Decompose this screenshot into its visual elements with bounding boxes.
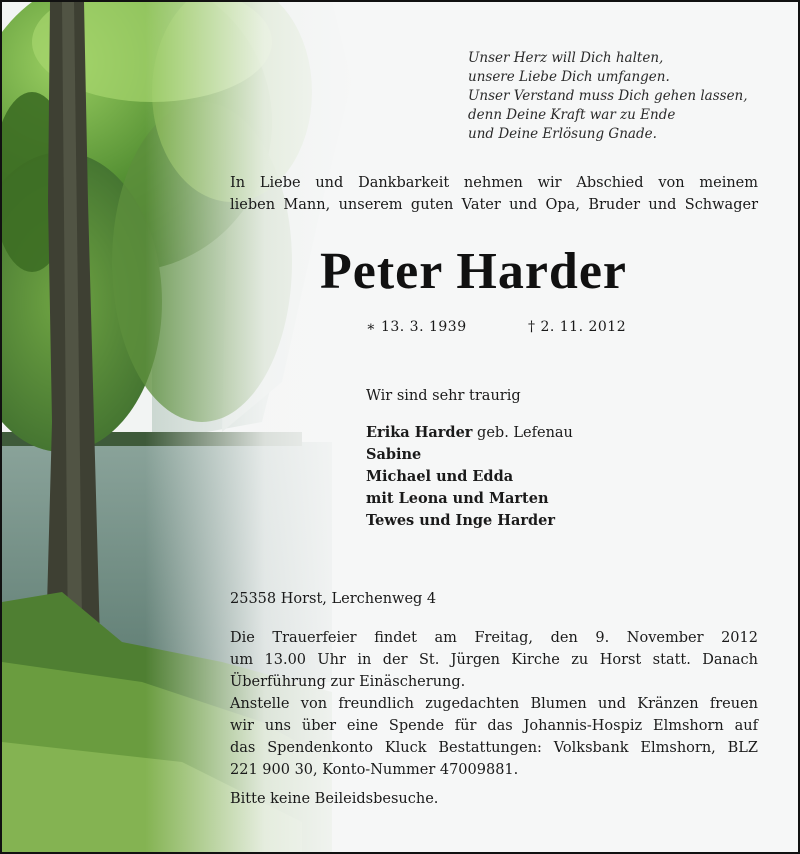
service-line: Anstelle von freundlich zugedachten Blumen und Kränzen freuen: [230, 696, 758, 712]
service-line: um 13.00 Uhr in der St. Jürgen Kirche zu Horst statt. Danach: [230, 652, 758, 668]
mourner: [366, 488, 573, 510]
mourner-name: Tewes und Inge Harder: [366, 512, 556, 529]
mourner: [366, 422, 573, 444]
mourner-name: Michael und Edda: [366, 468, 514, 485]
mourner: [366, 510, 573, 532]
service-info: [230, 627, 758, 781]
address: 25358 Horst, Lerchenweg 4: [230, 591, 437, 607]
maiden-name: geb. Lefenau: [472, 425, 573, 441]
closing-note: Bitte keine Beileidsbesuche.: [230, 791, 439, 807]
poem-line: Unser Verstand muss Dich gehen lassen,: [468, 88, 748, 104]
poem-line: und Deine Erlösung Gnade.: [468, 126, 657, 142]
death-date: † 2. 11. 2012: [528, 319, 627, 335]
service-line: Überführung zur Einäscherung.: [230, 674, 466, 690]
mourner-name: Sabine: [366, 446, 422, 463]
mourner: [366, 444, 573, 466]
intro-line: lieben Mann, unserem guten Vater und Opa, Bruder und Schwager: [230, 197, 758, 213]
service-line: das Spendenkonto Kluck Bestattungen: Volksbank Elmshorn, BLZ: [230, 740, 758, 756]
poem-line: denn Deine Kraft war zu Ende: [468, 107, 676, 123]
life-dates: [366, 319, 626, 335]
service-line: wir uns über eine Spende für das Johannis-Hospiz Elmshorn auf: [230, 718, 758, 734]
birth-date: ∗ 13. 3. 1939: [366, 319, 467, 335]
poem-line: unsere Liebe Dich umfangen.: [468, 69, 670, 85]
deceased-name: Peter Harder: [320, 243, 627, 300]
service-line: Die Trauerfeier findet am Freitag, den 9. November 2012: [230, 630, 758, 646]
mourner-name: Erika Harder: [366, 424, 473, 441]
intro-text: [230, 172, 758, 216]
intro-line: In Liebe und Dankbarkeit nehmen wir Abschied von meinem: [230, 175, 758, 191]
service-line: 221 900 30, Konto-Nummer 47009881.: [230, 762, 519, 778]
poem-line: Unser Herz will Dich halten,: [468, 50, 664, 66]
mourner-name: mit Leona und Marten: [366, 490, 549, 507]
poem: [468, 49, 748, 144]
mourner: [366, 466, 573, 488]
mourners-heading: Wir sind sehr traurig: [366, 388, 521, 404]
mourners-list: [366, 422, 573, 532]
